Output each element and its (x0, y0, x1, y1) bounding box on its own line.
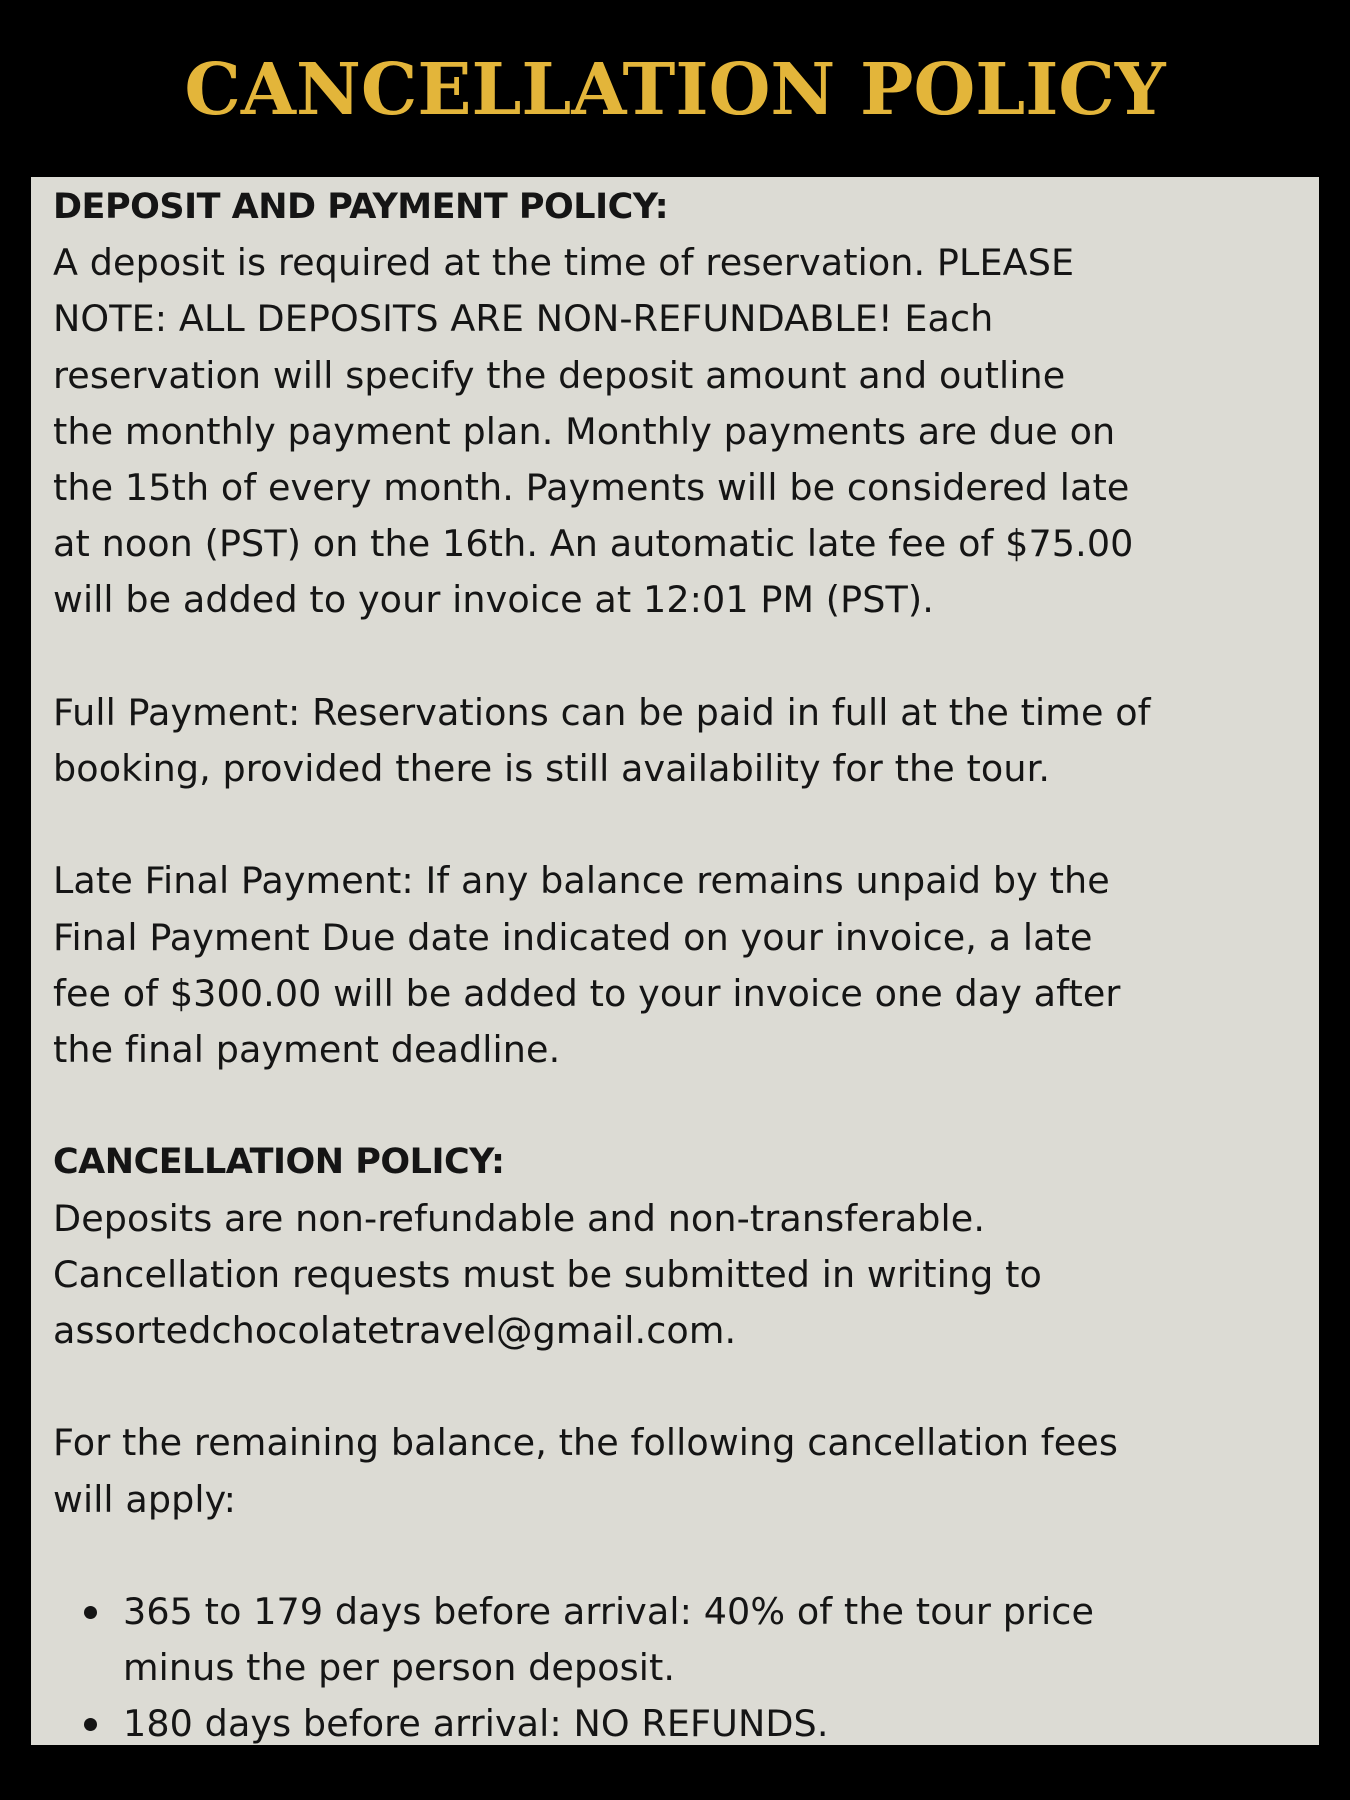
policy-panel (31, 177, 1319, 1745)
fee-line: 365 to 179 days before arrival: 40% of the tour price (123, 1590, 1095, 1633)
paragraph-spacer (53, 797, 1313, 853)
cancellation-line: Deposits are non-refundable and non-transferable. (53, 1196, 986, 1240)
paragraph-spacer (53, 1528, 1313, 1584)
fee-line: 180 days before arrival: NO REFUNDS. (123, 1702, 829, 1745)
deposit-line: will be added to your invoice at 12:01 PM (PST). (53, 578, 934, 622)
deposit-line: at noon (PST) on the 16th. An automatic late fee of $75.00 (53, 522, 1134, 566)
fee-line: minus the per person deposit. (123, 1646, 676, 1690)
late-final-payment-line: Final Payment Due date indicated on your invoice, a late (53, 915, 1093, 959)
deposit-line: the 15th of every month. Payments will be considered late (53, 466, 1130, 510)
late-final-payment-line: the final payment deadline. (53, 1028, 561, 1072)
list-item (123, 1584, 1313, 1696)
deposit-line: the monthly payment plan. Monthly payments are due on (53, 409, 1116, 453)
paragraph-spacer (53, 629, 1313, 685)
list-item (123, 1696, 1313, 1745)
deposit-line: A deposit is required at the time of reservation. PLEASE (53, 241, 1075, 285)
deposit-section-heading: DEPOSIT AND PAYMENT POLICY: (53, 187, 669, 227)
contact-email: assortedchocolatetravel@gmail.com. (53, 1309, 737, 1353)
full-payment-line: Full Payment: Reservations can be paid in full at the time of (53, 690, 1151, 734)
late-final-payment-line: fee of $300.00 will be added to your invoice one day after (53, 971, 1121, 1015)
remaining-balance-line: For the remaining balance, the following cancellation fees (53, 1421, 1118, 1465)
policy-content (53, 179, 1313, 1745)
cancellation-section-heading: CANCELLATION POLICY: (53, 1142, 505, 1183)
bullet-icon (84, 1606, 97, 1619)
cancellation-fee-list (53, 1584, 1313, 1745)
deposit-line: NOTE: ALL DEPOSITS ARE NON-REFUNDABLE! Each (53, 297, 994, 341)
remaining-balance-line: will apply: (53, 1477, 237, 1521)
page-title: CANCELLATION POLICY (184, 47, 1166, 131)
cancellation-line: Cancellation requests must be submitted in writing to (53, 1252, 1042, 1296)
deposit-line: reservation will specify the deposit amount and outline (53, 353, 1066, 397)
paragraph-spacer (53, 1359, 1313, 1415)
full-payment-line: booking, provided there is still availability for the tour. (53, 747, 1051, 791)
paragraph-spacer (53, 1078, 1313, 1134)
late-final-payment-line: Late Final Payment: If any balance remains unpaid by the (53, 859, 1110, 903)
bullet-icon (84, 1718, 97, 1731)
